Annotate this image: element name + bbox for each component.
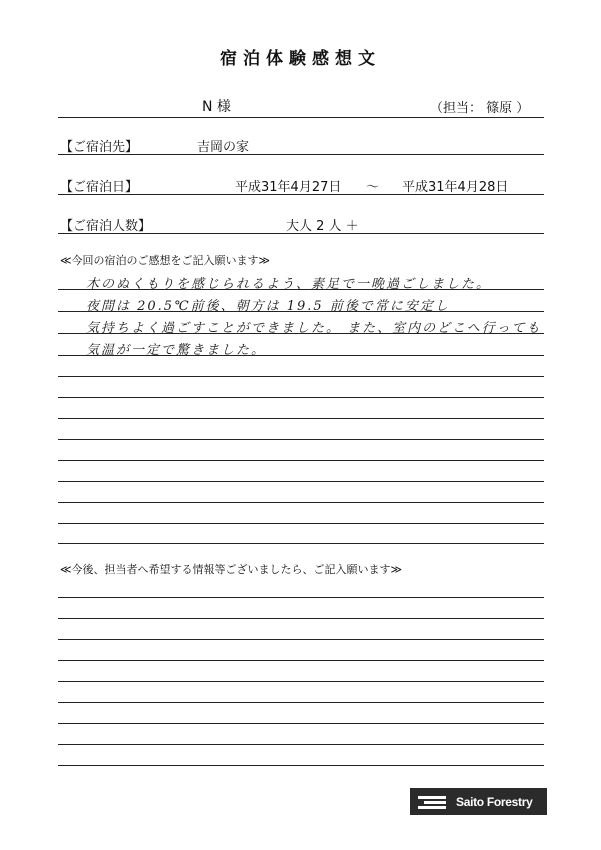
ruled-line xyxy=(58,355,544,356)
date-separator: ～ xyxy=(366,180,380,195)
impressions-line-1: 木のぬくもりを感じられるよう、素足で一晩過ごしました。 xyxy=(86,277,492,292)
ruled-line xyxy=(58,397,544,398)
ruled-line xyxy=(58,765,544,766)
guests-value: 大人 2 人 ＋ xyxy=(286,219,359,234)
logo-text: Saito Forestry xyxy=(456,794,533,809)
ruled-line xyxy=(58,502,544,503)
ruled-line xyxy=(58,460,544,461)
date-from: 平成31年4月27日 xyxy=(235,180,342,195)
guests-underline xyxy=(58,233,544,234)
ruled-line xyxy=(58,681,544,682)
ruled-line xyxy=(58,660,544,661)
recipient-name: N 様 xyxy=(202,99,231,115)
page-title: 宿泊体験感想文 xyxy=(220,49,381,69)
impressions-line-2: 夜間は 20.5℃前後、朝方は 19.5 前後で常に安定し xyxy=(86,299,450,314)
guests-label: 【ご宿泊人数】 xyxy=(60,219,152,234)
ruled-line xyxy=(58,523,544,524)
requests-heading: ≪今後、担当者へ希望する情報等ございましたら、ご記入願います≫ xyxy=(60,563,403,576)
date-to: 平成31年4月28日 xyxy=(402,180,509,195)
ruled-line xyxy=(58,618,544,619)
ruled-line xyxy=(58,744,544,745)
ruled-line xyxy=(58,333,544,334)
impressions-line-4: 気温が一定で驚きました。 xyxy=(86,343,267,358)
dates-underline xyxy=(58,194,544,195)
dates-label: 【ご宿泊日】 xyxy=(60,180,139,195)
location-value: 吉岡の家 xyxy=(197,140,250,155)
saito-forestry-logo xyxy=(410,788,547,815)
location-label: 【ご宿泊先】 xyxy=(60,140,139,155)
impressions-heading: ≪今回の宿泊のご感想をご記入願います≫ xyxy=(60,254,271,267)
ruled-line xyxy=(58,289,544,290)
ruled-line xyxy=(58,702,544,703)
ruled-line xyxy=(58,639,544,640)
ruled-line xyxy=(58,597,544,598)
ruled-line xyxy=(58,311,544,312)
impressions-line-3: 気持ちよく過ごすことができました。 また、室内のどこへ行っても xyxy=(86,321,542,336)
ruled-line xyxy=(58,481,544,482)
saito-forestry-logo-icon xyxy=(410,788,456,815)
staff-name: （担当： 篠原 ） xyxy=(430,101,530,116)
ruled-line xyxy=(58,439,544,440)
ruled-line xyxy=(58,723,544,724)
location-underline xyxy=(58,154,544,155)
ruled-line xyxy=(58,376,544,377)
recipient-underline xyxy=(58,117,544,118)
ruled-line xyxy=(58,418,544,419)
ruled-line xyxy=(58,543,544,544)
